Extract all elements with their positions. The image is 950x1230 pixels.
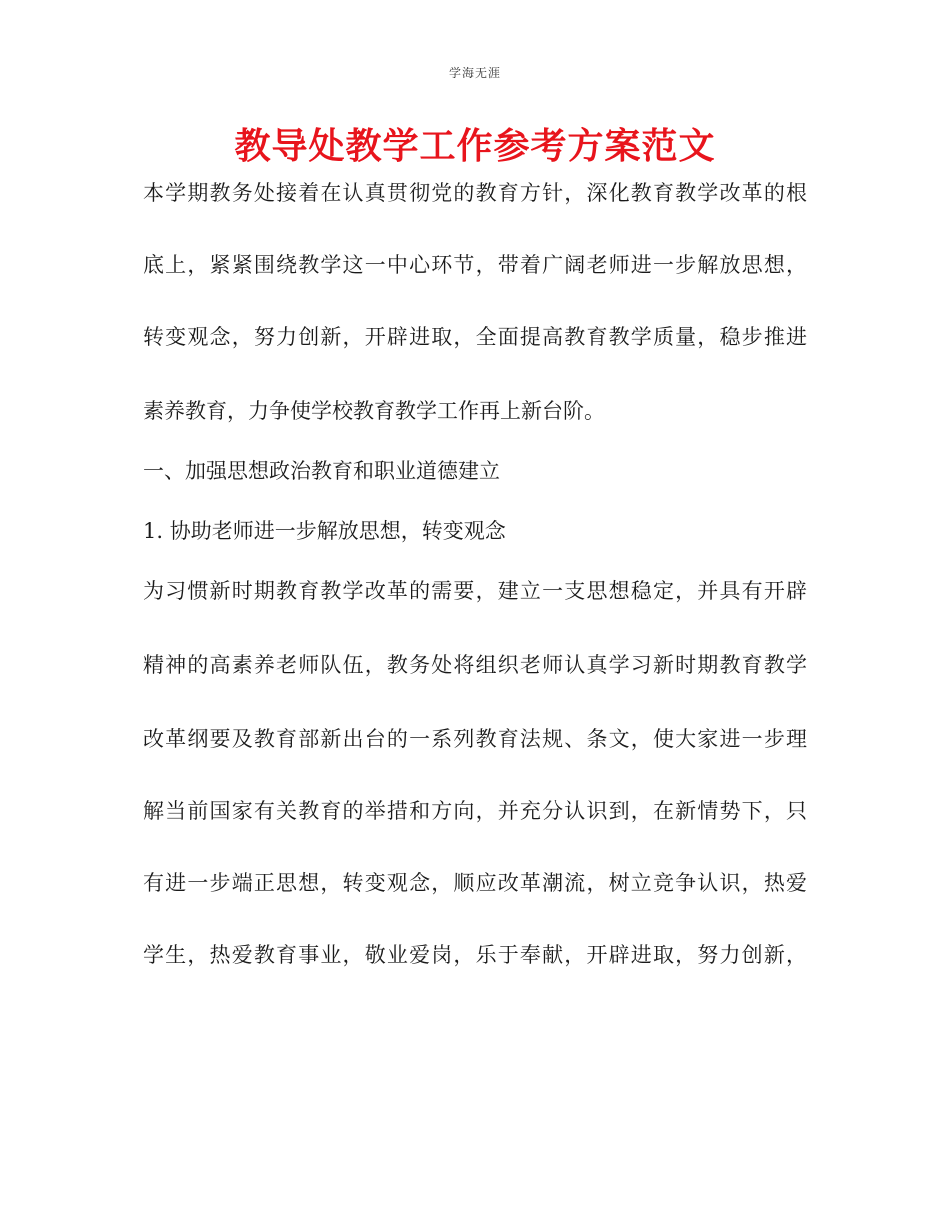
paragraph-line: 素养教育，力争使学校教育教学工作再上新台阶。 — [143, 399, 605, 423]
paragraph-line: 底上，紧紧围绕教学这一中心环节，带着广阔老师进一步解放思想， — [143, 253, 807, 277]
page-header: 学海无涯 — [448, 66, 501, 80]
document-title: 教导处教学工作参考方案范文 — [234, 125, 716, 167]
paragraph-line: 学生，热爱教育事业，敬业爱岗，乐于奉献，开辟进取，努力创新， — [143, 943, 807, 967]
paragraph-line: 本学期教务处接着在认真贯彻党的教育方针，深化教育教学改革的根 — [143, 181, 807, 205]
paragraph-line: 为习惯新时期教育教学改革的需要，建立一支思想稳定，并具有开辟 — [143, 579, 807, 603]
paragraph-line: 转变观念，努力创新，开辟进取，全面提高教育教学质量，稳步推进 — [143, 325, 807, 349]
section-heading: 一、加强思想政治教育和职业道德建立 — [143, 459, 500, 483]
paragraph-line: 精神的高素养老师队伍，教务处将组织老师认真学习新时期教育教学 — [143, 653, 807, 677]
paragraph-line: 解当前国家有关教育的举措和方向，并充分认识到，在新情势下，只 — [143, 799, 807, 823]
paragraph-line: 改革纲要及教育部新出台的一系列教育法规、条文，使大家进一步理 — [143, 727, 807, 751]
paragraph-line: 有进一步端正思想，转变观念，顺应改革潮流，树立竞争认识，热爱 — [143, 871, 807, 895]
subsection-heading: 1. 协助老师进一步解放思想，转变观念 — [143, 519, 506, 543]
